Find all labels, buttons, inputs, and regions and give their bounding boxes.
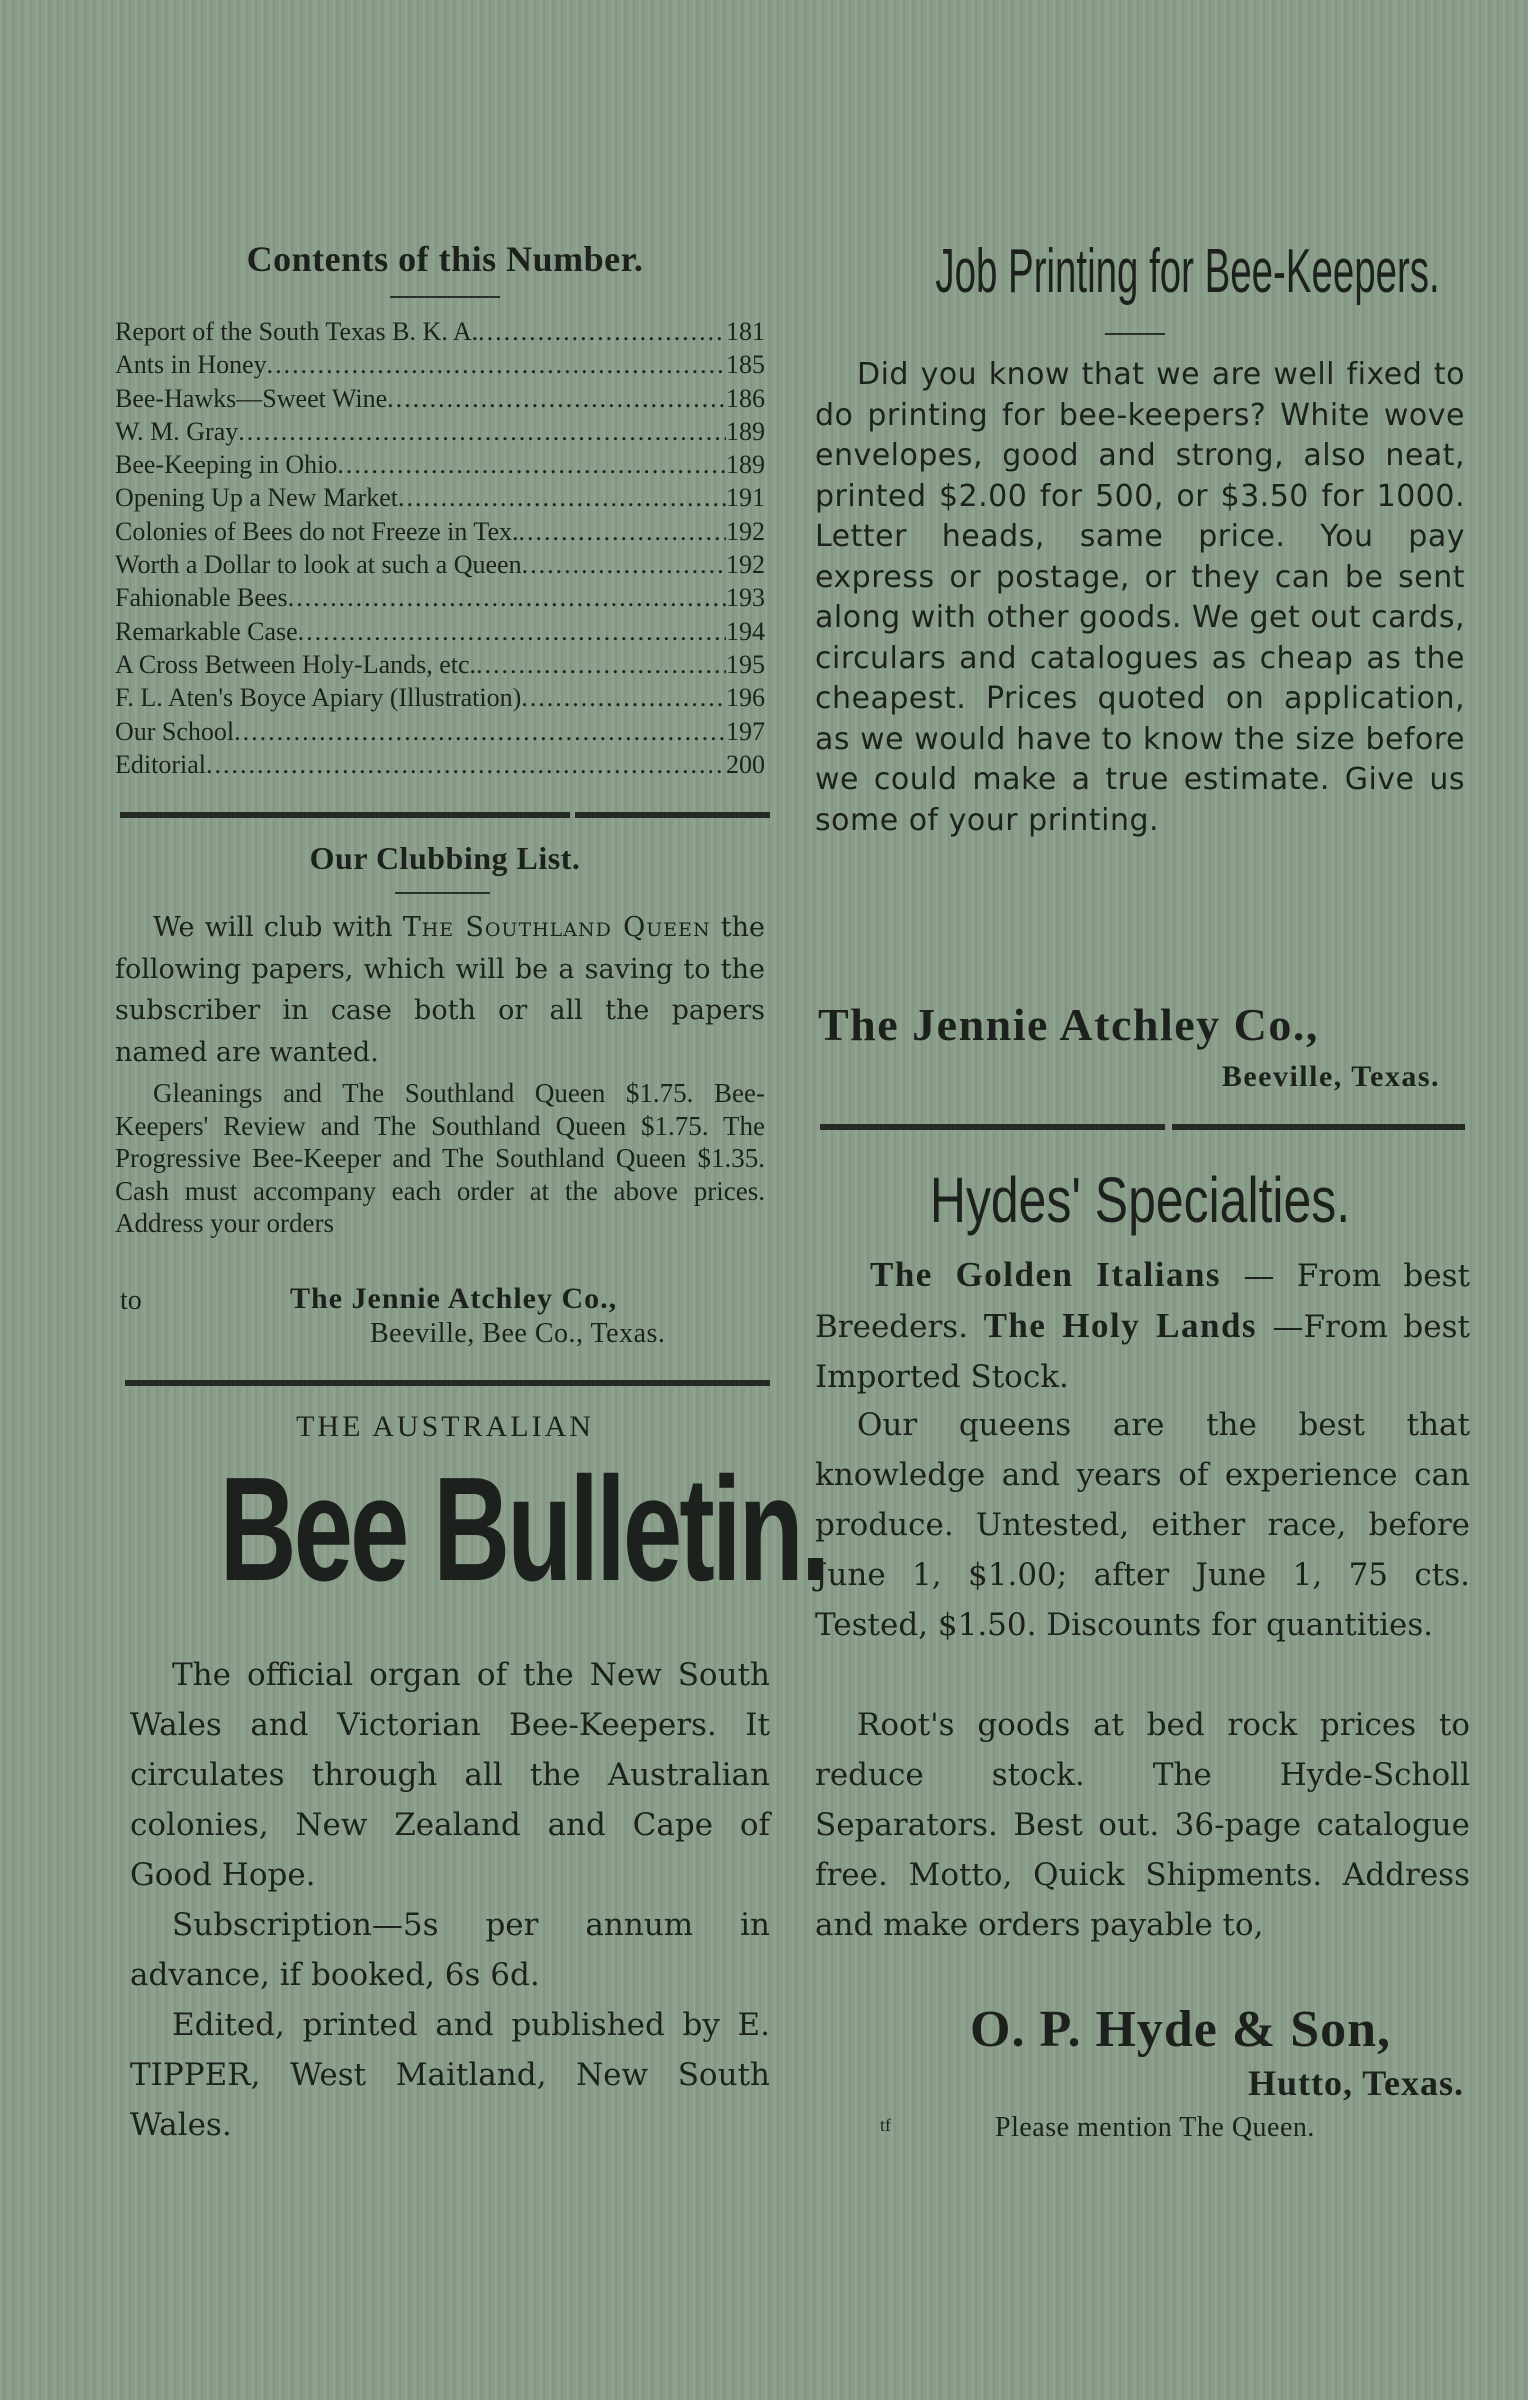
job-printing-title: Job Printing for Bee-Keepers.: [935, 237, 1440, 306]
contents-item-title: Remarkable Case: [115, 616, 298, 646]
clubbing-intro: [115, 907, 765, 1073]
contents-item-title: Editorial: [115, 749, 206, 779]
hyde-city: Hutto, Texas.: [1247, 2063, 1464, 2103]
contents-item: [115, 448, 765, 481]
contents-item-title: Bee-Keeping in Ohio: [115, 450, 338, 480]
contents-item-title: Ants in Honey: [115, 350, 267, 380]
job-printing-body: Did you know that we are well fixed to do printing for bee-keepers? White wove envelopes, good and strong, also neat, printed $2.00 for 500, or $3.50 for 1000. Letter heads, same price. You pay express or postage, or they can be sent along with other goods. We get out cards, circulars and catalogues as cheap as the cheapest. Prices quoted on application, as we would have to know the size before we could make a true estimate. Give us some of your printing.: [815, 357, 1465, 838]
leader-dots: [522, 548, 726, 581]
contents-item-page: 185: [726, 350, 765, 380]
leader-dots: [298, 615, 726, 648]
leader-dots: [206, 748, 726, 781]
contents-item-page: 181: [726, 317, 765, 346]
section-rule: [575, 812, 770, 818]
contents-item-page: 193: [726, 583, 765, 613]
hyde-breeds-text: — From best Breeders.: [815, 1258, 1470, 1345]
contents-item: [115, 681, 765, 714]
contents-item-title: Our School: [115, 716, 235, 746]
section-rule: [820, 1124, 1165, 1130]
clubbing-intro-rest: the following papers, which will be a saving to the subscriber in case both or all the papers named are wanted.: [115, 912, 765, 1068]
contents-item-page: 192: [726, 516, 765, 546]
southland-queen-name: The Southland Queen: [402, 912, 711, 943]
leader-dots: [387, 382, 726, 415]
leader-dots: [476, 648, 726, 681]
contents-item-page: 189: [726, 450, 765, 480]
leader-dots: [234, 715, 726, 748]
contents-item-title: Colonies of Bees do not Freeze in Tex.: [115, 516, 519, 546]
contents-item: [115, 615, 765, 648]
contents-title: Contents of this Number.: [246, 239, 644, 279]
hyde-queens-prices: Our queens are the best that knowledge and years of experience can produce. Untested, either race, before June 1, $1.00; after June 1, 75 cts. Tested, $1.50. Discounts for quantities.: [815, 1407, 1470, 1643]
section-rule: [1172, 1124, 1465, 1130]
contents-item-title: A Cross Between Holy-Lands, etc.: [115, 649, 477, 679]
contents-item-title: W. M. Gray: [115, 416, 239, 446]
section-rule: [120, 812, 570, 818]
contents-item: [115, 415, 765, 448]
contents-item-page: 191: [726, 483, 765, 513]
contents-item-title: F. L. Aten's Boyce Apiary (Illustration): [115, 683, 522, 713]
leader-dots: [337, 448, 726, 481]
australian-kicker: THE AUSTRALIAN: [296, 1410, 594, 1443]
contents-item-page: 197: [726, 716, 765, 746]
contents-item-title: Bee-Hawks—Sweet Wine: [115, 383, 388, 413]
holy-lands-heading: The Holy Lands: [983, 1306, 1258, 1345]
hyde-breeds-end: —From best Imported Stock.: [815, 1309, 1470, 1395]
leader-dots: [521, 681, 726, 714]
contents-item-title: Worth a Dollar to look at such a Queen: [115, 550, 522, 580]
contents-item: [115, 481, 765, 514]
bee-bulletin-title: Bee Bulletin.: [219, 1447, 828, 1612]
leader-dots: [478, 315, 726, 348]
contents-item-title: Opening Up a New Market: [115, 483, 399, 513]
hyde-goods: Root's goods at bed rock prices to reduce stock. The Hyde-Scholl Separators. Best out. 36-page catalogue free. Motto, Quick Shipments. Address and make orders payable to,: [815, 1707, 1470, 1943]
contents-item-page: 195: [726, 649, 765, 679]
clubbing-intro-text: We will club with: [153, 912, 403, 943]
contents-item: [115, 315, 765, 348]
contents-item-page: 194: [726, 616, 765, 646]
clubbing-offers: Gleanings and The Southland Queen $1.75. Bee-Keepers' Review and The Southland Queen $1.75. The Progressive Bee-Keeper and The Southland Queen $1.35. Cash must accompany each order at the above prices. Address your orders: [115, 1078, 765, 1238]
contents-item-title: Fahionable Bees: [115, 583, 288, 613]
contents-item: [115, 581, 765, 614]
leader-dots: [288, 581, 726, 614]
clubbing-to: to: [120, 1285, 142, 1316]
contents-item-page: 186: [726, 383, 765, 413]
golden-italians-heading: The Golden Italians: [870, 1255, 1222, 1294]
australian-publisher: Edited, printed and published by E. TIPPER, West Maitland, New South Wales.: [130, 2007, 770, 2143]
job-company: The Jennie Atchley Co.,: [818, 999, 1319, 1050]
hyde-company: O. P. Hyde & Son,: [970, 2001, 1392, 2058]
contents-item: [115, 748, 765, 781]
contents-item-page: 200: [726, 749, 765, 779]
job-city: Beeville, Texas.: [1221, 1060, 1440, 1093]
clubbing-divider: [395, 892, 490, 894]
contents-item: [115, 382, 765, 415]
mention-note: Please mention The Queen.: [995, 2112, 1315, 2143]
contents-item: [115, 648, 765, 681]
hyde-title: Hydes' Specialties.: [929, 1164, 1351, 1236]
leader-dots: [519, 515, 726, 548]
contents-item-page: 192: [726, 550, 765, 580]
contents-list: [115, 315, 765, 781]
contents-item: [115, 348, 765, 381]
job-divider: [1105, 333, 1165, 335]
leader-dots: [398, 481, 726, 514]
contents-item-page: 196: [726, 683, 765, 713]
contents-item: [115, 715, 765, 748]
leader-dots: [267, 348, 726, 381]
contents-item-title: Report of the South Texas B. K. A.: [115, 317, 479, 346]
contents-item-page: 189: [726, 416, 765, 446]
clubbing-title: Our Clubbing List.: [309, 840, 581, 876]
leader-dots: [238, 415, 726, 448]
australian-description: The official organ of the New South Wales and Victorian Bee-Keepers. It circulates through all the Australian colonies, New Zealand and Cape of Good Hope.: [130, 1657, 770, 1893]
section-rule: [125, 1380, 770, 1386]
clubbing-address: Beeville, Bee Co., Texas.: [370, 1318, 666, 1349]
contents-item: [115, 515, 765, 548]
hyde-breeds: [815, 1250, 1470, 1402]
contents-item: [115, 548, 765, 581]
contents-divider: [390, 296, 500, 298]
clubbing-company: The Jennie Atchley Co.,: [290, 1282, 618, 1315]
australian-subscription: Subscription—5s per annum in advance, if booked, 6s 6d.: [130, 1907, 770, 1993]
tf-mark: tf: [880, 2115, 891, 2135]
